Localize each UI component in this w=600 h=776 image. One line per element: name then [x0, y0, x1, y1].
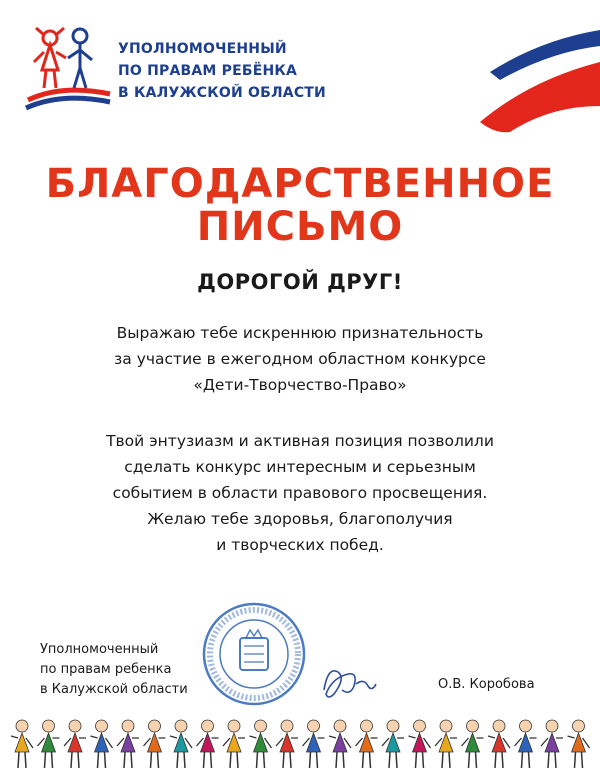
paragraph-wishes [0, 428, 600, 558]
child-figure-icon [356, 720, 378, 768]
child-figure-icon [276, 720, 298, 768]
child-figure-icon [223, 720, 245, 768]
signatory-position-line: Уполномоченный [40, 642, 159, 657]
handwritten-signature-icon [318, 660, 380, 704]
child-figure-icon [435, 720, 457, 768]
children-logo-icon [22, 22, 112, 112]
organization-name [118, 38, 338, 104]
child-figure-icon [38, 720, 60, 768]
child-figure-icon [568, 720, 590, 768]
child-figure-icon [409, 720, 431, 768]
child-figure-icon [11, 720, 33, 768]
paragraph-line: Твой энтузиазм и активная позиция позволили [106, 432, 494, 450]
children-figures-border-icon [8, 712, 592, 776]
signatory-position-line: по правам ребенка [40, 662, 172, 677]
child-figure-icon [541, 720, 563, 768]
logo-line-1: УПОЛНОМОЧЕННЫЙ [118, 41, 287, 57]
child-figure-icon [170, 720, 192, 768]
child-figure-icon [144, 720, 166, 768]
flag-ribbon-icon [470, 10, 600, 150]
logo-line-2: ПО ПРАВАМ РЕБЁНКА [118, 63, 298, 79]
child-figure-icon [329, 720, 351, 768]
child-figure-icon [462, 720, 484, 768]
letter-title-line-2: ПИСЬМО [196, 204, 404, 250]
signatory-position [40, 640, 188, 700]
logo-line-3: В КАЛУЖСКОЙ ОБЛАСТИ [118, 85, 326, 101]
paragraph-line: за участие в ежегодном областном конкурсе [114, 350, 486, 368]
child-figure-icon [64, 720, 86, 768]
letter-title-line-1: БЛАГОДАРСТВЕННОЕ [45, 161, 555, 207]
paragraph-line: и творческих побед. [216, 536, 384, 554]
official-stamp-icon [200, 600, 308, 708]
paragraph-gratitude [0, 320, 600, 398]
child-figure-icon [250, 720, 272, 768]
paragraph-line: Выражаю тебе искреннюю признательность [116, 324, 484, 342]
paragraph-line: Желаю тебе здоровья, благополучия [147, 510, 453, 528]
child-figure-icon [117, 720, 139, 768]
child-figure-icon [303, 720, 325, 768]
child-figure-icon [382, 720, 404, 768]
greeting: ДОРОГОЙ ДРУГ! [197, 270, 403, 294]
paragraph-line: событием в области правового просвещения. [112, 484, 488, 502]
paragraph-line: сделать конкурс интересным и серьезным [124, 458, 476, 476]
signatory-position-line: в Калужской области [40, 682, 188, 697]
child-figure-icon [515, 720, 537, 768]
child-figure-icon [197, 720, 219, 768]
signatory-name: О.В. Коробова [438, 677, 535, 692]
paragraph-line: «Дети-Творчество-Право» [193, 376, 407, 394]
child-figure-icon [488, 720, 510, 768]
child-figure-icon [91, 720, 113, 768]
